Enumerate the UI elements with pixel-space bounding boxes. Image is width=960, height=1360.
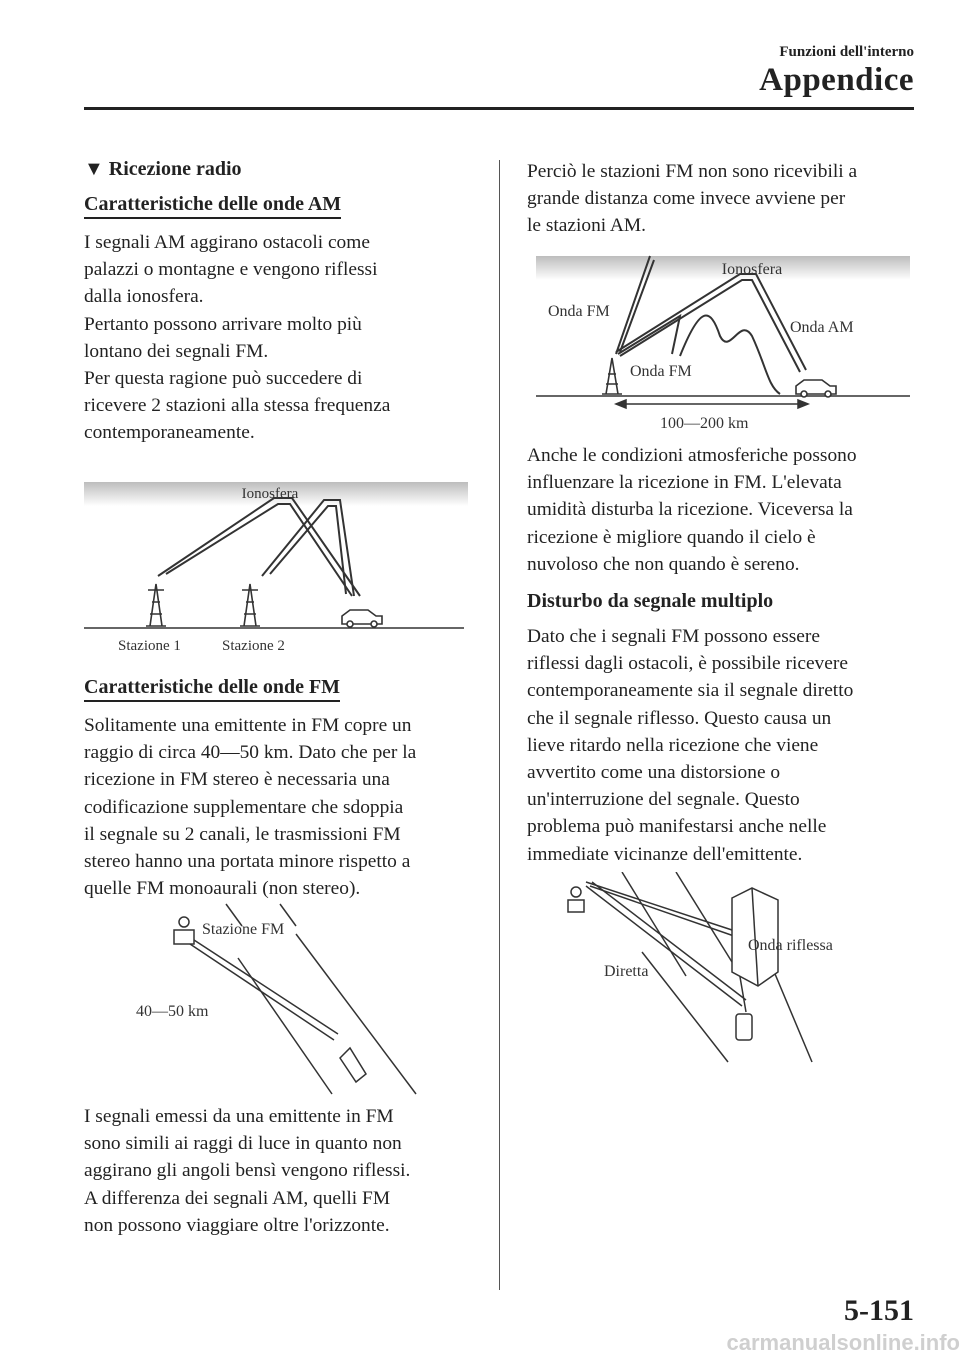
- am-line: I segnali AM aggirano ostacoli come: [84, 232, 370, 253]
- fm-line: stereo hanno una portata minore rispetto a: [84, 851, 411, 873]
- tower-icon: [146, 584, 166, 626]
- page-number: 5-151: [844, 1294, 914, 1327]
- wave-path-1-inner: [166, 504, 352, 596]
- intro-paragraph: [527, 158, 912, 240]
- beam-line: [770, 962, 812, 1062]
- light-line: non possono viaggiare oltre l'orizzonte.: [84, 1214, 390, 1236]
- fm-line: raggio di circa 40―50 km. Dato che per la: [84, 742, 417, 764]
- am-line: ricevere 2 stazioni alla stessa frequenza: [84, 395, 391, 417]
- am-line: palazzi o montagne e vengono riflessi: [84, 259, 378, 281]
- ionosphere-label: Ionosfera: [721, 261, 783, 278]
- direct-label: Diretta: [604, 963, 649, 980]
- left-column-fm: [84, 676, 479, 902]
- tower-icon: [568, 887, 584, 912]
- multipath-line: lieve ritardo nella ricezione che viene: [527, 734, 819, 756]
- right-column-atmo: [527, 442, 912, 578]
- multipath-heading: Disturbo da segnale multiplo: [527, 590, 774, 612]
- am-line: lontano dei segnali FM.: [84, 340, 269, 362]
- fm-paragraph: [84, 712, 479, 902]
- light-line: aggirano gli angoli bensì vengono riflessi.: [84, 1160, 411, 1182]
- header-section: Funzioni dell'interno: [779, 44, 914, 60]
- fm-line: Solitamente una emittente in FM copre un: [84, 715, 412, 736]
- am-wave: [616, 274, 806, 372]
- atmo-line: Anche le condizioni atmosferiche possono: [527, 445, 857, 466]
- beam-line: [676, 872, 732, 962]
- intro-line: grande distanza come invece avviene per: [527, 188, 846, 210]
- header-rule: [84, 107, 914, 110]
- section-title-text: Ricezione radio: [108, 158, 242, 180]
- watermark: carmanualsonline.info: [726, 1330, 960, 1355]
- multipath-paragraph: [527, 623, 912, 868]
- am-line: Pertanto possono arrivare molto più: [84, 313, 362, 335]
- multipath-line: problema può manifestarsi anche nelle: [527, 816, 827, 838]
- multipath-line: immediate vicinanze dell'emittente.: [527, 843, 803, 865]
- tower-icon: [240, 584, 260, 626]
- left-column: [84, 158, 479, 447]
- fm-range-label: 40—50 km: [136, 1003, 209, 1020]
- triangle-marker-icon: ▼: [84, 158, 104, 180]
- mountain-outline: [680, 316, 780, 394]
- atmo-paragraph: [527, 442, 912, 578]
- fm-range-figure: [130, 898, 430, 1096]
- car-icon: [340, 1048, 366, 1082]
- column-divider: [499, 160, 500, 1290]
- intro-line: le stazioni AM.: [527, 215, 647, 237]
- distance-arrow: [616, 400, 808, 408]
- fm-wave-low-label: Onda FM: [630, 363, 692, 380]
- header-chapter: Appendice: [759, 62, 914, 98]
- fm-wave-top-label: Onda FM: [548, 303, 610, 320]
- atmo-line: umidità disturba la ricezione. Viceversa la: [527, 499, 853, 521]
- multipath-line: un'interruzione del segnale. Questo: [527, 789, 800, 811]
- left-column-light: [84, 1103, 479, 1239]
- fm-station-label: Stazione FM: [202, 921, 285, 938]
- distance-label: 100—200 km: [660, 415, 749, 432]
- fm-line: codificazione supplementare che sdoppia: [84, 796, 404, 818]
- fm-heading: Caratteristiche delle onde FM: [84, 676, 340, 702]
- multipath-line: avvertito come una distorsione o: [527, 762, 781, 784]
- multipath-figure: [556, 872, 860, 1064]
- light-line: I segnali emessi da una emittente in FM: [84, 1106, 394, 1127]
- ionosphere-label: Ionosfera: [241, 486, 299, 502]
- light-line: A differenza dei segnali AM, quelli FM: [84, 1187, 391, 1209]
- station-2-label: Stazione 2: [222, 638, 285, 654]
- right-column: [527, 158, 912, 240]
- atmo-line: influenzare la ricezione in FM. L'elevata: [527, 472, 842, 494]
- wave-path-1: [158, 498, 360, 596]
- am-line: dalla ionosfera.: [84, 286, 204, 308]
- intro-line: Perciò le stazioni FM non sono ricevibili a: [527, 161, 858, 182]
- atmo-line: ricezione è migliore quando il cielo è: [527, 526, 816, 548]
- beam-line: [642, 952, 728, 1062]
- atmo-line: nuvoloso che non quando è sereno.: [527, 553, 800, 575]
- section-title: [84, 158, 479, 181]
- am-ionosphere-figure: [84, 478, 468, 658]
- car-icon: [796, 380, 836, 397]
- multipath-line: contemporaneamente sia il segnale diretto: [527, 680, 854, 702]
- reflected-label: Onda riflessa: [748, 937, 833, 954]
- multipath-line: Dato che i segnali FM possono essere: [527, 626, 820, 647]
- am-heading: Caratteristiche delle onde AM: [84, 193, 341, 219]
- am-wave-label: Onda AM: [790, 319, 854, 336]
- am-line: contemporaneamente.: [84, 422, 255, 444]
- fm-line: quelle FM monoaurali (non stereo).: [84, 878, 361, 900]
- light-line: sono simili ai raggi di luce in quanto non: [84, 1133, 402, 1155]
- right-column-multipath: [527, 590, 912, 868]
- car-icon: [342, 610, 382, 627]
- tower-icon: [602, 358, 622, 394]
- light-paragraph: [84, 1103, 479, 1239]
- beam-line: [622, 872, 686, 976]
- fm-line: il segnale su 2 canali, le trasmissioni FM: [84, 823, 401, 845]
- fm-am-distance-figure: [530, 246, 910, 432]
- signal-arrow: [190, 940, 338, 1040]
- am-line: Per questa ragione può succedere di: [84, 368, 363, 390]
- car-icon: [736, 1014, 752, 1040]
- station-1-label: Stazione 1: [118, 638, 181, 654]
- fm-tower-icon: [174, 917, 194, 944]
- multipath-line: che il segnale riflesso. Questo causa un: [527, 707, 832, 729]
- multipath-line: riflessi dagli ostacoli, è possibile ricevere: [527, 653, 848, 675]
- fm-line: ricezione in FM stereo è necessaria una: [84, 769, 390, 791]
- am-paragraph: [84, 229, 479, 447]
